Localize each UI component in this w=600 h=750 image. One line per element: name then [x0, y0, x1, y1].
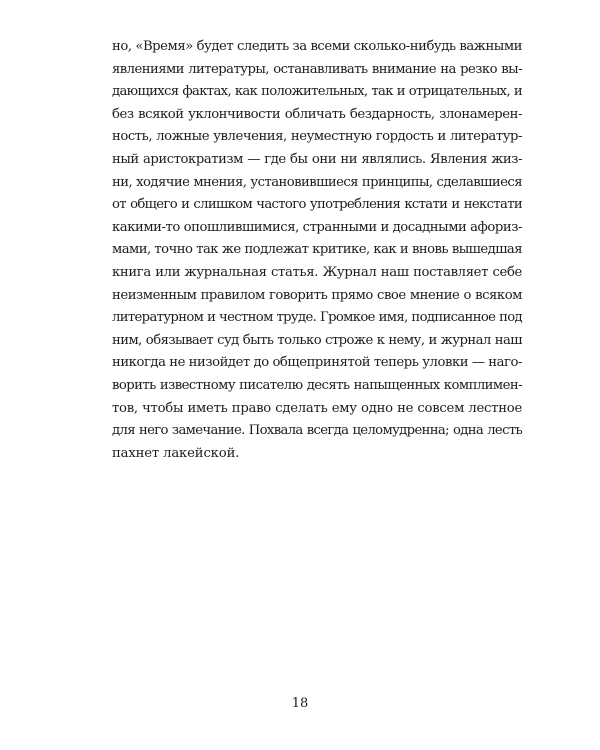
- text-line: ним, обязывает суд быть только строже к нему, и журнал наш: [112, 332, 522, 348]
- text-line: для него замечание. Похвала всегда целомудренна; одна лесть: [112, 423, 522, 439]
- text-line: мами, точно так же подлежат критике, как и вновь вышедшая: [112, 242, 522, 258]
- text-line-last: пахнет лакейской.: [112, 445, 240, 461]
- text-line: от общего и слишком частого употребления кстати и некстати: [112, 197, 522, 213]
- text-line: ный аристократизм — где бы они ни являлись. Явления жиз-: [112, 151, 522, 167]
- page-number: 18: [291, 696, 309, 711]
- text-line: книга или журнальная статья. Журнал наш поставляет себе: [112, 264, 522, 280]
- text-line: неизменным правилом говорить прямо свое мнение о всяком: [112, 287, 522, 303]
- text-line: литературном и честном труде. Громкое имя, подписанное под: [112, 310, 522, 326]
- text-line: никогда не низойдет до общепринятой теперь уловки — наго-: [112, 355, 523, 371]
- text-line: тов, чтобы иметь право сделать ему одно не совсем лестное: [112, 400, 522, 416]
- text-line: ни, ходячие мнения, установившиеся принципы, сделавшиеся: [112, 174, 522, 190]
- text-line: ность, ложные увлечения, неуместную гордость и литератур-: [112, 129, 522, 145]
- text-line: ворить известному писателю десять напыщенных комплимен-: [112, 377, 522, 393]
- text-line: какими-то опошлившимися, странными и досадными афориз-: [112, 219, 522, 235]
- text-line: без всякой уклончивости обличать бездарность, злонамерен-: [112, 106, 522, 122]
- text-line: дающихся фактах, как положительных, так и отрицательных, и: [112, 84, 522, 100]
- text-line: но, «Время» будет следить за всеми сколько-нибудь важными: [112, 39, 522, 54]
- body-paragraph: [112, 36, 522, 465]
- text-line: явлениями литературы, останавливать внимание на резко вы-: [112, 61, 522, 77]
